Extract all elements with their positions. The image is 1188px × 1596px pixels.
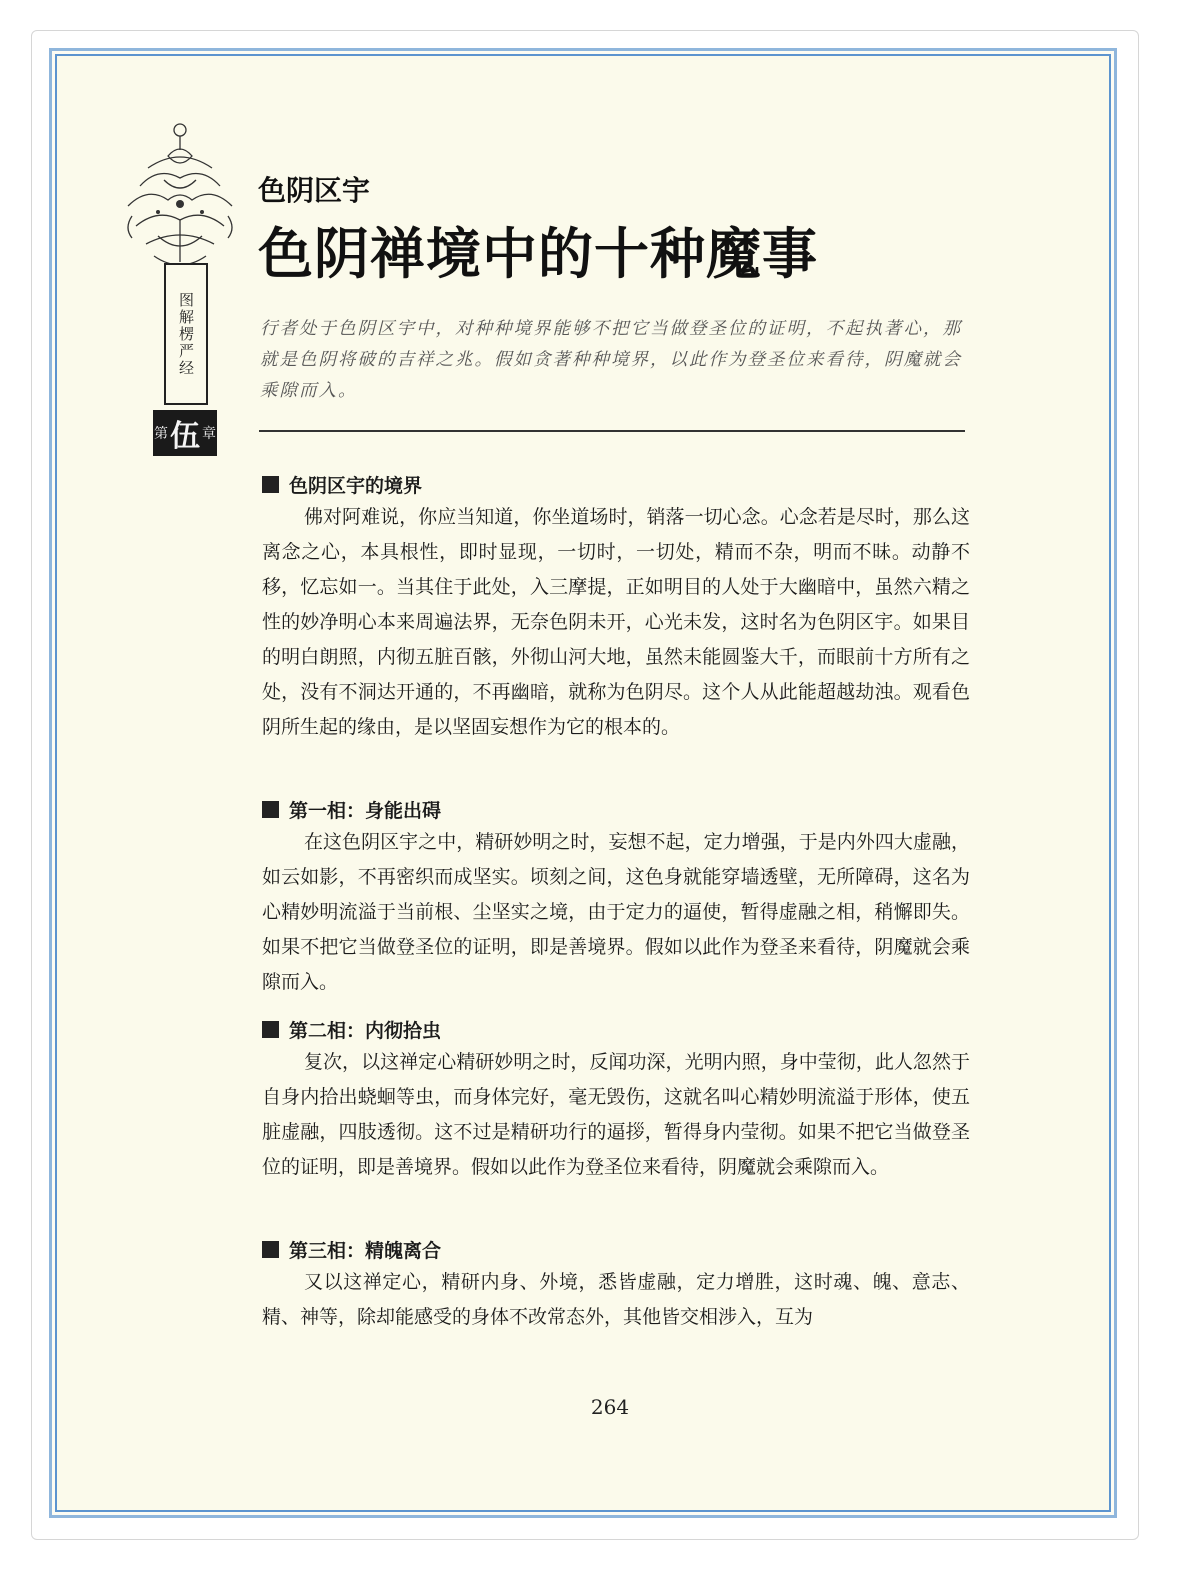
square-bullet-icon xyxy=(262,1021,279,1038)
section-2 xyxy=(262,795,970,1000)
chapter-suffix: 章 xyxy=(202,426,216,442)
section-heading xyxy=(262,1015,970,1043)
book-tab-label: 图解楞严经 xyxy=(164,263,208,405)
chapter-prefix: 第 xyxy=(154,426,168,442)
section-1 xyxy=(262,470,970,745)
square-bullet-icon xyxy=(262,801,279,818)
section-4 xyxy=(262,1235,970,1335)
square-bullet-icon xyxy=(262,1241,279,1258)
section-paragraph: 佛对阿难说，你应当知道，你坐道场时，销落一切心念。心念若是尽时，那么这离念之心，本具根性，即时显现，一切时，一切处，精而不杂，明而不昧。动静不移，忆忘如一。当其住于此处，入三摩提，正如明目的人处于大幽暗中，虽然六精之性的妙净明心本来周遍法界，无奈色阴未开，心光未发，这时名为色阴区宇。如果目的明白朗照，内彻五脏百骸，外彻山河大地，虽然未能圆鉴大千，而眼前十方所有之处，没有不洞达开通的，不再幽暗，就称为色阴尽。这个人从此能超越劫浊。观看色阴所生起的缘由，是以坚固妄想作为它的根本的。 xyxy=(262,506,970,738)
section-heading xyxy=(262,1235,970,1263)
divider-line xyxy=(259,430,965,432)
section-heading-text: 第二相：内彻拾虫 xyxy=(289,1019,442,1042)
section-paragraph: 在这色阴区宇之中，精研妙明之时，妄想不起，定力增强，于是内外四大虚融，如云如影，不再密织而成坚实。顷刻之间，这色身就能穿墙透壁，无所障碍，这名为心精妙明流溢于当前根、尘坚实之境，由于定力的逼使，暂得虚融之相，稍懈即失。如果不把它当做登圣位的证明，即是善境界。假如以此作为登圣来看待，阴魔就会乘隙而入。 xyxy=(262,831,970,993)
chapter-subtitle: 色阴区宇 xyxy=(258,174,371,207)
section-heading-text: 色阴区宇的境界 xyxy=(289,474,423,497)
chapter-badge xyxy=(153,410,217,456)
section-heading xyxy=(262,795,970,823)
chapter-number: 伍 xyxy=(170,419,200,454)
intro-paragraph: 行者处于色阴区宇中，对种种境界能够不把它当做登圣位的证明，不起执著心，那就是色阴将破的吉祥之兆。假如贪著种种境界，以此作为登圣位来看待，阴魔就会乘隙而入。 xyxy=(260,319,962,401)
square-bullet-icon xyxy=(262,476,279,493)
chapter-title: 色阴禅境中的十种魔事 xyxy=(258,222,819,286)
section-paragraph: 又以这禅定心，精研内身、外境，悉皆虚融，定力增胜，这时魂、魄、意志、精、神等，除却能感受的身体不改常态外，其他皆交相涉入，互为 xyxy=(262,1271,970,1328)
section-paragraph: 复次，以这禅定心精研妙明之时，反闻功深，光明内照，身中莹彻，此人忽然于自身内拾出蛲蛔等虫，而身体完好，毫无毁伤，这就名叫心精妙明流溢于形体，使五脏虚融，四肢透彻。这不过是精研功行的逼拶，暂得身内莹彻。如果不把它当做登圣位的证明，即是善境界。假如以此作为登圣位来看待，阴魔就会乘隙而入。 xyxy=(262,1051,970,1178)
section-heading-text: 第三相：精魄离合 xyxy=(289,1239,442,1262)
section-heading xyxy=(262,470,970,498)
section-heading-text: 第一相：身能出碍 xyxy=(289,799,442,822)
section-3 xyxy=(262,1015,970,1185)
page-number: 264 xyxy=(590,1395,630,1419)
